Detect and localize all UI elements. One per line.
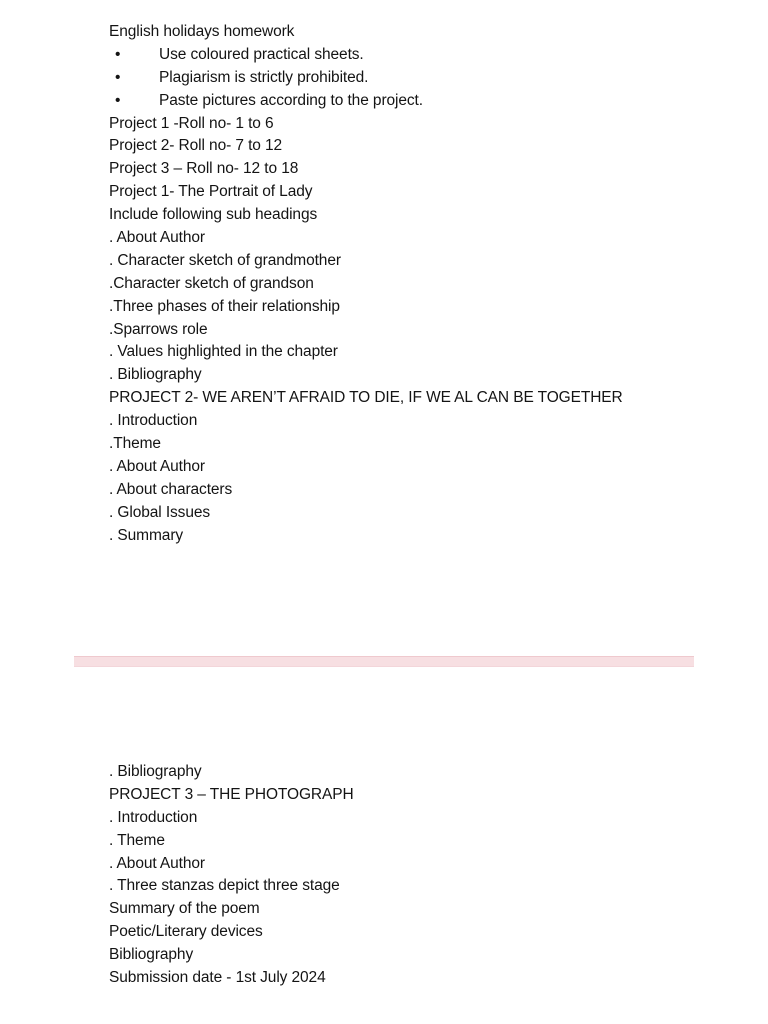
subheading-item: .Sparrows role (109, 320, 208, 338)
bullet-icon: • (115, 45, 121, 63)
submission-date: Submission date - 1st July 2024 (109, 969, 326, 987)
subheading-item: . Character sketch of grandmother (109, 251, 341, 269)
bullet-text: Use coloured practical sheets. (159, 45, 364, 63)
subheading-item: .Character sketch of grandson (109, 274, 314, 292)
subheading-item: Bibliography (109, 946, 194, 964)
subheading-item: . Theme (109, 831, 165, 849)
subheading-item: . Values highlighted in the chapter (109, 343, 338, 361)
subheading-item: . Global Issues (109, 503, 211, 521)
roll-assignment-line: Project 2- Roll no- 7 to 12 (109, 137, 283, 155)
instruction-bullet (109, 90, 729, 113)
bullet-icon: • (115, 68, 121, 86)
instruction-bullet (109, 67, 729, 90)
page-break-divider (74, 656, 694, 667)
subheading-item: . Introduction (109, 808, 198, 826)
page-1-content (109, 21, 729, 547)
subheading-item: Poetic/Literary devices (109, 923, 263, 941)
document-title: English holidays homework (109, 23, 295, 40)
subheading-item: . About characters (109, 480, 233, 498)
subheading-item: . About Author (109, 457, 205, 475)
subheading-item: . About Author (109, 854, 205, 872)
project-1-heading: Project 1- The Portrait of Lady (109, 183, 313, 201)
subheading-item: .Theme (109, 435, 161, 453)
subheading-item: . Three stanzas depict three stage (109, 877, 340, 895)
subheading-item: . Summary (109, 526, 184, 544)
bullet-text: Paste pictures according to the project. (159, 91, 423, 109)
subheadings-intro: Include following sub headings (109, 206, 318, 224)
subheading-item: . Bibliography (109, 763, 202, 780)
project-2-heading: PROJECT 2- WE AREN’T AFRAID TO DIE, IF WE AL CAN BE TOGETHER (109, 389, 623, 407)
subheading-item: . Bibliography (109, 366, 202, 384)
bullet-text: Plagiarism is strictly prohibited. (159, 68, 369, 86)
subheading-item: . Introduction (109, 412, 198, 430)
subheading-item: .Three phases of their relationship (109, 297, 340, 315)
subheading-item: . About Author (109, 229, 205, 247)
page-2-content (109, 761, 729, 990)
roll-assignment-line: Project 3 – Roll no- 12 to 18 (109, 160, 299, 178)
project-3-heading: PROJECT 3 – THE PHOTOGRAPH (109, 785, 354, 803)
instruction-bullet (109, 44, 729, 67)
subheading-item: Summary of the poem (109, 900, 260, 918)
roll-assignment-line: Project 1 -Roll no- 1 to 6 (109, 114, 274, 132)
bullet-icon: • (115, 91, 121, 109)
